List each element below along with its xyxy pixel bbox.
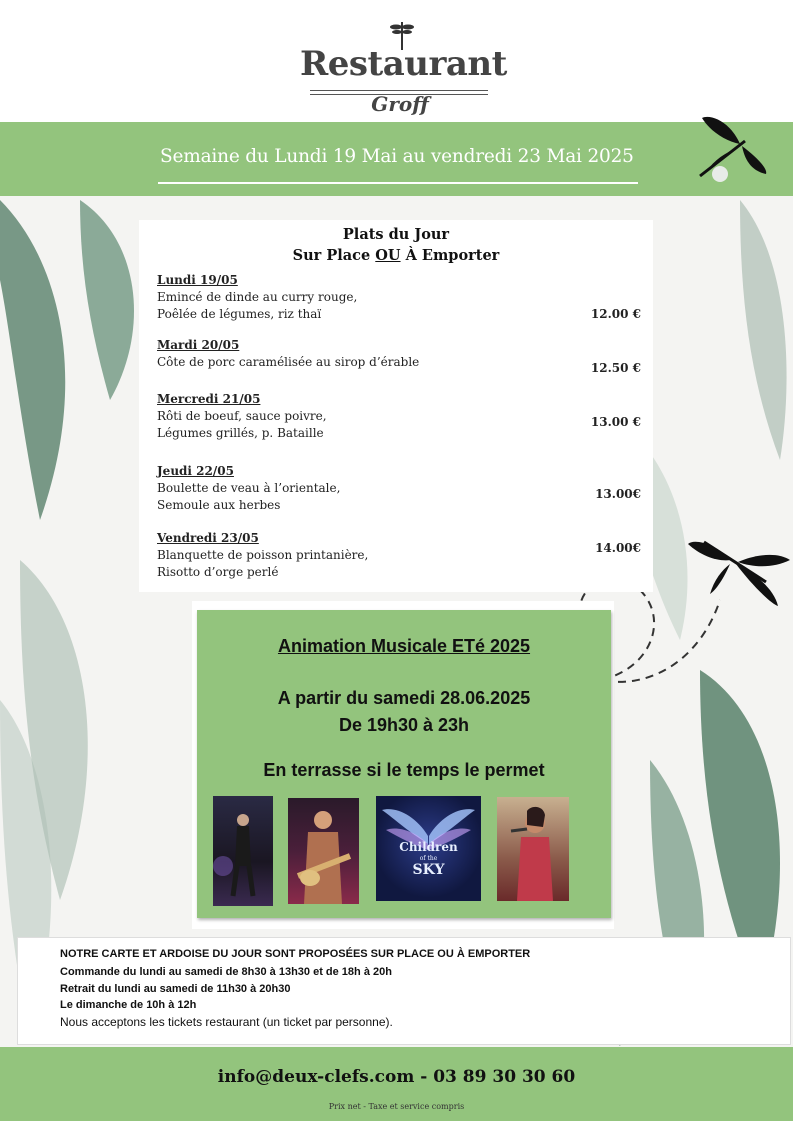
poster-line-2: of the (419, 855, 438, 862)
event-title: Animation Musicale ETé 2025 (277, 636, 531, 656)
dish-price: 13.00€ (595, 487, 641, 501)
footer-banner (0, 1047, 793, 1121)
dish-line: Légumes grillés, p. Bataille (157, 426, 324, 440)
day-name: Mardi 20/05 (157, 338, 240, 352)
logo-rule (310, 90, 488, 91)
menu-subtitle-post: À Emporter (400, 247, 500, 264)
event-date: A partir du samedi 28.06.2025 (277, 688, 531, 708)
dish-line: Poêlée de légumes, riz thaï (157, 307, 322, 321)
event-time: De 19h30 à 23h (338, 715, 470, 735)
fine-print: Prix net - Taxe et service compris (328, 1102, 465, 1111)
info-panel (17, 937, 791, 1045)
week-underline (158, 182, 638, 184)
logo-name: Restaurant (300, 44, 507, 84)
dish-line: Boulette de veau à l’orientale, (157, 481, 341, 495)
dish-line: Rôti de boeuf, sauce poivre, (157, 409, 327, 423)
dish-price: 14.00€ (595, 541, 641, 555)
band-poster (376, 796, 481, 901)
dish-line: Emincé de dinde au curry rouge, (157, 290, 358, 304)
dish-line: Risotto d’orge perlé (157, 565, 279, 579)
info-line: Nous acceptons les tickets restaurant (un ticket par personne). (60, 1015, 393, 1029)
dish-line: Côte de porc caramélisée au sirop d’érable (157, 355, 420, 369)
contact-info[interactable]: info@deux-clefs.com - 03 89 30 30 60 (217, 1067, 576, 1087)
dish-line: Blanquette de poisson printanière, (157, 548, 369, 562)
leaf-shape (0, 200, 65, 520)
menu-title: Plats du Jour (342, 226, 450, 243)
menu-subtitle-ou: OU (375, 247, 401, 264)
day-name: Jeudi 22/05 (157, 464, 234, 478)
restaurant-logo (300, 14, 507, 124)
info-line: Commande du lundi au samedi de 8h30 à 13h30 et de 18h à 20h (60, 966, 392, 978)
info-line: NOTRE CARTE ET ARDOISE DU JOUR SONT PROPOSÉES SUR PLACE OU À EMPORTER (60, 948, 531, 960)
dish-line: Semoule aux herbes (157, 498, 281, 512)
event-note: En terrasse si le temps le permet (263, 760, 545, 780)
dragonfly-icon (690, 116, 770, 186)
info-line: Le dimanche de 10h à 12h (60, 999, 197, 1011)
day-name: Vendredi 23/05 (157, 531, 259, 545)
week-title: Semaine du Lundi 19 Mai au vendredi 23 Mai 2025 (160, 146, 634, 167)
dish-price: 13.00 € (590, 415, 641, 429)
menu-day (157, 463, 577, 514)
menu-day (157, 272, 577, 323)
performer-photo (213, 796, 273, 906)
performer-photo (288, 798, 359, 904)
day-name: Lundi 19/05 (157, 273, 238, 287)
performer-photo (497, 797, 569, 901)
leaf-shape (740, 200, 787, 460)
week-banner (0, 122, 793, 196)
menu-day (157, 391, 577, 442)
daily-menu (139, 220, 653, 592)
logo-sub: Groff (371, 92, 429, 116)
dish-price: 12.50 € (590, 361, 641, 375)
menu-day (157, 530, 577, 581)
poster-line-1: Children (399, 840, 458, 854)
leaf-shape (80, 200, 134, 400)
day-name: Mercredi 21/05 (157, 392, 261, 406)
menu-subtitle-pre: Sur Place (292, 247, 376, 264)
info-line: Retrait du lundi au samedi de 11h30 à 20h30 (60, 983, 291, 995)
dragonfly-icon (686, 534, 792, 610)
poster-line-3: SKY (412, 862, 445, 878)
menu-day (157, 337, 577, 371)
music-event-panel (197, 610, 611, 918)
dish-price: 12.00 € (590, 307, 641, 321)
menu-subtitle (139, 247, 653, 264)
